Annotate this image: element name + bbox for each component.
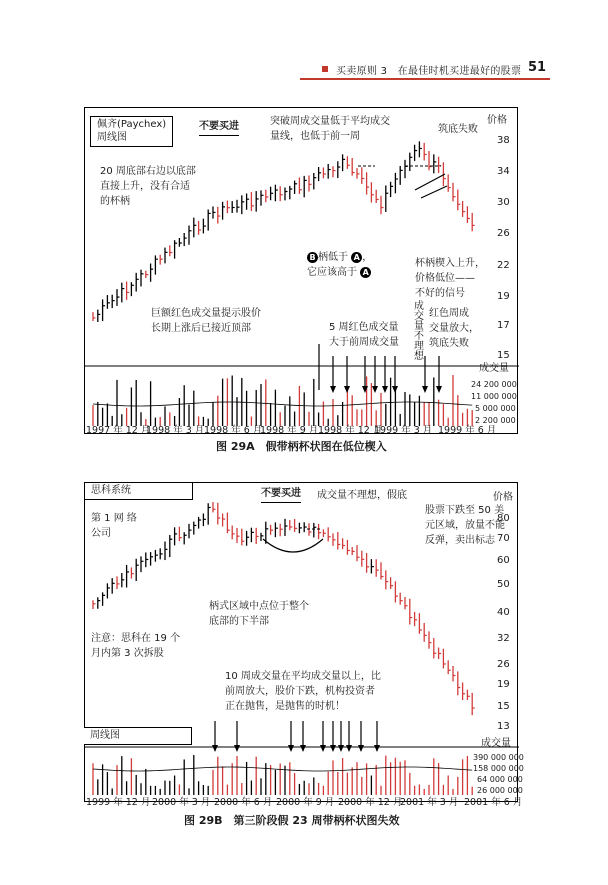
- fig-a-ytick: 22: [497, 260, 510, 271]
- fig-b-ytick: 60: [497, 555, 510, 566]
- fig-a-vtick: 24 200 000: [471, 380, 517, 389]
- fig-b-vtick: 158 000 000: [473, 764, 524, 773]
- fig-a-dont-buy: 不要买进: [199, 120, 239, 136]
- fig-b-note-left: 第 1 网 络 公司: [91, 513, 137, 539]
- fig-b-dont-buy: 不要买进: [261, 487, 301, 503]
- fig-a-xtick: 1998 年 9 月: [260, 425, 319, 436]
- fig-a-note-handle-wedge: 杯柄楔入上升， 价格低位—— 不好的信号: [415, 258, 485, 299]
- fig-b-xtick: 2000 年 6 月: [214, 797, 273, 808]
- fig-a-wedge-line: [421, 186, 447, 198]
- fig-a-price-label: 价格: [487, 115, 507, 126]
- fig-b-xtick: 1999 年 12 月: [86, 797, 151, 808]
- fig-b-xtick: 2001 年 6 月: [464, 797, 523, 808]
- fig-a-xtick: 1999 年 6 月: [438, 425, 497, 436]
- fig-b-caption: 图 29B 第三阶段假 23 周带柄杯状图失效: [184, 814, 400, 827]
- fig-b-note-volume: 成交量不理想，假底: [317, 490, 407, 501]
- fig-b-xtick: 2000 年 3 月: [152, 797, 211, 808]
- fig-b-ytick: 26: [497, 659, 510, 670]
- fig-b-ytick: 50: [497, 579, 510, 590]
- figure-29b-chart: [84, 482, 524, 802]
- fig-b-price-label: 价格: [493, 492, 513, 503]
- fig-b-ytick: 40: [497, 607, 510, 618]
- fig-b-volume-label: 成交量: [481, 738, 511, 749]
- fig-b-note-split: 注意：思科在 19 个 月内第 3 次拆股: [91, 633, 181, 659]
- header-chapter-title: 买卖原则 3 在最佳时机买进最好的股票: [336, 66, 522, 77]
- fig-b-ytick: 80: [497, 513, 510, 524]
- page-header: [300, 60, 550, 80]
- fig-b-period: 周线图: [90, 730, 120, 741]
- fig-b-ytick: 13: [497, 721, 510, 732]
- fig-a-note-fail-top: 筑底失败: [438, 124, 478, 135]
- fig-a-note-big-red: 巨额红色成交量提示股价 长期上涨后已接近顶部: [151, 308, 261, 334]
- fig-b-handle-arc: [263, 539, 323, 552]
- fig-a-note-breakout: 突破周成交量低于平均成交 量线，也低于前一周: [270, 116, 390, 142]
- fig-a-note-b-handle: B 柄低于 A ， 它应该高于 A: [307, 252, 373, 278]
- header-rule: [300, 78, 550, 80]
- fig-b-ytick: 15: [497, 701, 510, 712]
- fig-a-company: 佩齐(Paychex): [97, 119, 167, 130]
- fig-a-xtick: 1999 年 3 月: [374, 425, 433, 436]
- fig-b-volume-arrowhead: [374, 745, 380, 752]
- fig-a-xtick: 1997 年 12 月: [86, 425, 151, 436]
- fig-a-volume-label: 成交量: [479, 363, 509, 374]
- fig-b-volume-arrowhead: [330, 745, 336, 752]
- fig-b-volume-arrowhead: [300, 745, 306, 752]
- fig-b-volume-arrowhead: [338, 745, 344, 752]
- fig-b-note-handle-mid: 柄式区域中点位于整个 底部的下半部: [209, 601, 309, 627]
- fig-b-xtick: 2000 年 12 月: [338, 797, 403, 808]
- fig-a-note-5wk: 5 周红色成交量 大于前周成交量: [329, 322, 399, 348]
- fig-a-volume-arrowhead: [330, 386, 336, 393]
- fig-a-vtick: 11 000 000: [471, 392, 517, 401]
- fig-b-ytick: 19: [497, 679, 510, 690]
- fig-a-ytick: 15: [497, 350, 510, 361]
- fig-a-title-box: [90, 116, 173, 147]
- fig-b-volume-arrowhead: [288, 745, 294, 752]
- fig-b-volume-average-line: [93, 767, 472, 771]
- fig-b-volume-arrowhead: [212, 745, 218, 752]
- fig-a-volume-arrowhead: [344, 386, 350, 393]
- fig-a-ytick: 19: [497, 291, 510, 302]
- fig-a-note-volume-fail: 成 交 量 不 理 想: [414, 301, 424, 362]
- fig-a-note-red-vol: 红色周成 交量放大， 筑底失败: [429, 308, 479, 349]
- fig-b-vtick: 26 000 000: [477, 786, 523, 795]
- fig-b-volume-arrowhead: [320, 745, 326, 752]
- fig-a-period: 周线图: [97, 132, 127, 143]
- fig-a-xtick: 1998 年 3 月: [146, 425, 205, 436]
- fig-b-note-10wk: 10 周成交量在平均成交量以上，比 前周放大，股价下跌，机构投资者 正在抛售，是抛售的时机！: [225, 671, 381, 712]
- fig-b-volume-arrowhead: [346, 745, 352, 752]
- fig-b-ytick: 70: [497, 533, 510, 544]
- fig-b-xtick: 2000 年 9 月: [276, 797, 335, 808]
- fig-b-volume-arrowhead: [358, 745, 364, 752]
- fig-a-caption: 图 29A 假带柄杯状图在低位楔入: [216, 440, 387, 453]
- fig-b-note-breakdown: 股票下跌至 50 美 元区域，放量不能 反弹，卖出标志: [425, 505, 505, 546]
- fig-a-xtick: 1998 年 12 月: [318, 425, 383, 436]
- fig-a-volume-arrowhead: [422, 386, 428, 393]
- fig-b-company: 思科系统: [91, 485, 131, 496]
- fig-a-volume-arrowhead: [392, 386, 398, 393]
- page-number: 51: [528, 60, 547, 75]
- fig-b-xtick: 2001 年 3 月: [400, 797, 459, 808]
- fig-b-vtick: 64 000 000: [477, 775, 523, 784]
- fig-a-vtick: 5 000 000: [475, 404, 516, 413]
- fig-a-ytick: 38: [497, 135, 510, 146]
- fig-a-ytick: 17: [497, 320, 510, 331]
- fig-a-note-left: 20 周底部右边以底部 直接上升，没有合适 的杯柄: [100, 166, 196, 207]
- fig-a-xtick: 1998 年 6 月: [204, 425, 263, 436]
- fig-a-volume-average-line: [93, 402, 472, 406]
- fig-a-volume-arrowhead: [372, 386, 378, 393]
- fig-b-ytick: 32: [497, 633, 510, 644]
- header-square-icon: [322, 66, 328, 72]
- fig-a-wedge-line: [415, 174, 445, 190]
- fig-b-volume-arrowhead: [234, 745, 240, 752]
- fig-a-ytick: 26: [497, 228, 510, 239]
- fig-b-title-box: [85, 483, 193, 500]
- fig-a-ytick: 34: [497, 166, 510, 177]
- fig-b-vtick: 390 000 000: [473, 753, 524, 762]
- fig-a-volume-arrowhead: [382, 386, 388, 393]
- fig-a-volume-arrowhead: [436, 386, 442, 393]
- figure-29a-chart: [84, 107, 518, 434]
- fig-a-vtick: 2 200 000: [475, 416, 516, 425]
- fig-a-ytick: 30: [497, 197, 510, 208]
- fig-b-period-box: [84, 727, 192, 745]
